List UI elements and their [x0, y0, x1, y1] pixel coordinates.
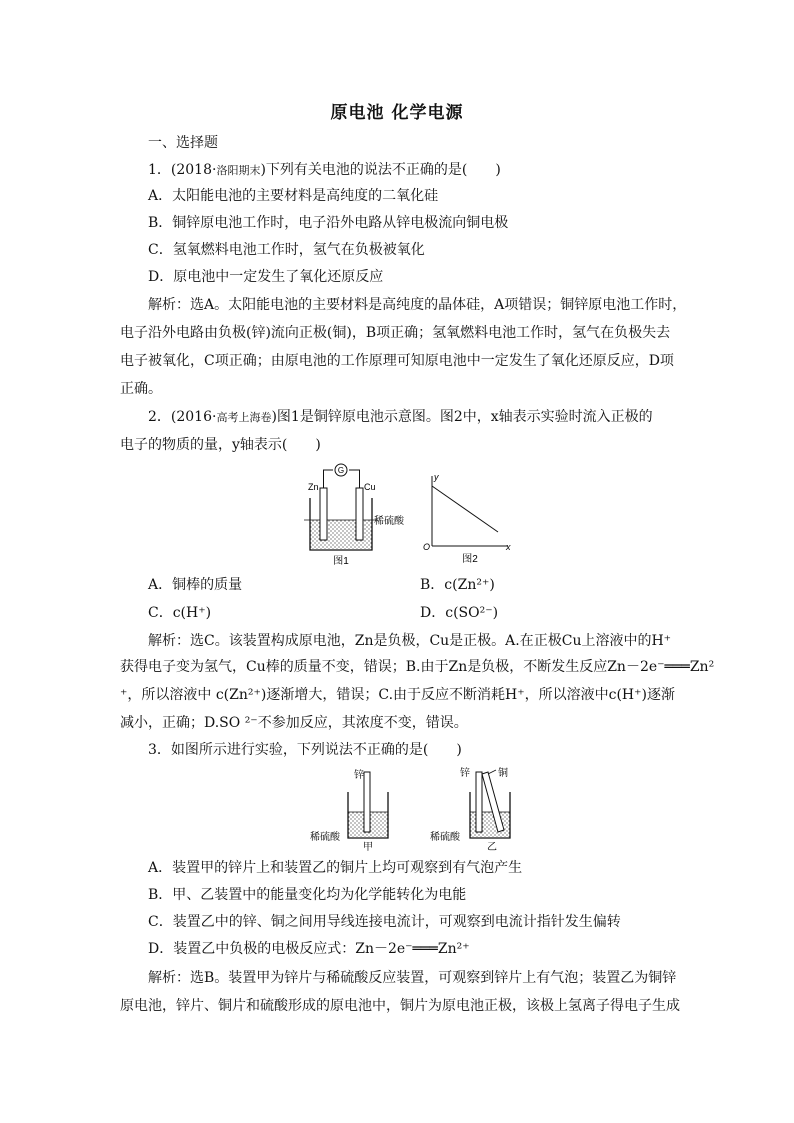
- yi-acid-label: 稀硫酸: [430, 832, 460, 843]
- zinc-plate: [476, 772, 482, 832]
- zn-label: Zn: [308, 482, 319, 492]
- q1-option-d: D．原电池中一定发生了氧化还原反应: [148, 269, 384, 285]
- jia-zn-label: 锌: [354, 770, 364, 781]
- q2-source: 高考上海卷: [216, 411, 272, 424]
- q3-option-b: B．甲、乙装置中的能量变化均为化学能转化为电能: [148, 887, 467, 903]
- section-heading: 一、选择题: [148, 135, 218, 151]
- q1-analysis-line: 电子沿外电路由负极(锌)流向正极(铜)，B项正确；氢氧燃料电池工作时，氢气在负极失去: [120, 325, 671, 341]
- jia-caption: 甲: [363, 842, 373, 852]
- q3-analysis-line: 原电池，锌片、铜片和硫酸形成的原电池中，铜片为原电池正极，该极上氢离子得电子生成: [120, 998, 680, 1014]
- copper-electrode: [356, 488, 363, 540]
- fig1-caption: 图1: [333, 556, 349, 567]
- q3-option-c: C．装置乙中的锌、铜之间用导线连接电流计，可观察到电流计指针发生偏转: [148, 914, 621, 930]
- graph-line: [432, 486, 498, 532]
- yi-zn-label: 锌: [460, 768, 470, 779]
- q3-option-d: D．装置乙中负极的电极反应式：Zn－2e⁻═══Zn²⁺: [148, 941, 470, 957]
- yi-caption: 乙: [487, 842, 497, 852]
- q1-analysis-line: 解析：选A。太阳能电池的主要材料是高纯度的晶体硅，A项错误；铜锌原电池工作时，: [148, 297, 687, 313]
- q1-source: 洛阳期末: [216, 164, 261, 177]
- q2-stem-prefix: 2．(2016·: [148, 409, 217, 425]
- acid-label: 稀硫酸: [374, 516, 404, 527]
- yi-cu-label: 铜: [498, 768, 508, 779]
- q3-figure-yi: [430, 762, 530, 852]
- q1-stem: [148, 161, 501, 180]
- page-title: 原电池 化学电源: [330, 103, 464, 123]
- q1-stem-prefix: 1．(2018·: [148, 162, 217, 178]
- q2-option-a: A．铜棒的质量: [148, 577, 243, 593]
- q1-option-c: C．氢氧燃料电池工作时，氢气在负极被氧化: [148, 242, 425, 258]
- q3-figure-jia: [310, 762, 400, 852]
- q2-option-c: C．c(H⁺): [148, 605, 212, 621]
- meter-label: G: [337, 466, 345, 475]
- cu-label: Cu: [364, 482, 376, 492]
- q2-analysis-line: 减小，正确；D.SO ²⁻不参加反应，其浓度不变，错误。: [120, 715, 468, 731]
- q2-stem-suffix: )图1是铜锌原电池示意图。图2中，x轴表示实验时流入正极的: [271, 409, 653, 425]
- zinc-plate: [364, 772, 370, 832]
- q3-analysis-line: 解析：选B。装置甲为锌片与稀硫酸反应装置，可观察到锌片上有气泡；装置乙为铜锌: [148, 970, 677, 986]
- q3-stem: 3．如图所示进行实验，下列说法不正确的是( ): [148, 742, 462, 758]
- x-axis-label: x: [506, 542, 511, 552]
- q1-analysis-line: 正确。: [120, 381, 162, 397]
- fig2-caption: 图2: [462, 554, 478, 565]
- q2-figure-1: [300, 460, 420, 570]
- q2-analysis-line: 获得电子变为氢气，Cu棒的质量不变，错误；B.由于Zn是负极，不断发生反应Zn－2e⁻═══Zn²: [120, 659, 715, 675]
- q2-option-d: D．c(SO²⁻): [420, 605, 499, 621]
- q2-analysis-line: ⁺，所以溶液中 c(Zn²⁺)逐渐增大，错误；C.由于反应不断消耗H⁺，所以溶液中c(H⁺)逐渐: [120, 687, 675, 703]
- q1-option-b: B．铜锌原电池工作时，电子沿外电路从锌电极流向铜电极: [148, 215, 509, 231]
- origin-label: O: [423, 542, 431, 552]
- q2-analysis-line: 解析：选C。该装置构成原电池，Zn是负极，Cu是正极。A.在正极Cu上溶液中的H⁺: [148, 633, 672, 649]
- jia-acid-label: 稀硫酸: [310, 832, 340, 843]
- q2-stem: [148, 408, 653, 427]
- q2-stem-line2: 电子的物质的量，y轴表示( ): [120, 437, 321, 453]
- q2-option-b: B．c(Zn²⁺): [420, 577, 495, 593]
- q3-option-a: A．装置甲的锌片上和装置乙的铜片上均可观察到有气泡产生: [148, 860, 523, 876]
- q1-stem-suffix: )下列有关电池的说法不正确的是( ): [260, 162, 501, 178]
- q1-option-a: A．太阳能电池的主要材料是高纯度的二氧化硅: [148, 188, 439, 204]
- zinc-electrode: [320, 488, 327, 540]
- q2-figure-2: [420, 470, 520, 570]
- y-axis-label: y: [434, 472, 439, 482]
- q1-analysis-line: 电子被氧化，C项正确；由原电池的工作原理可知原电池中一定发生了氧化还原反应，D项: [120, 353, 674, 369]
